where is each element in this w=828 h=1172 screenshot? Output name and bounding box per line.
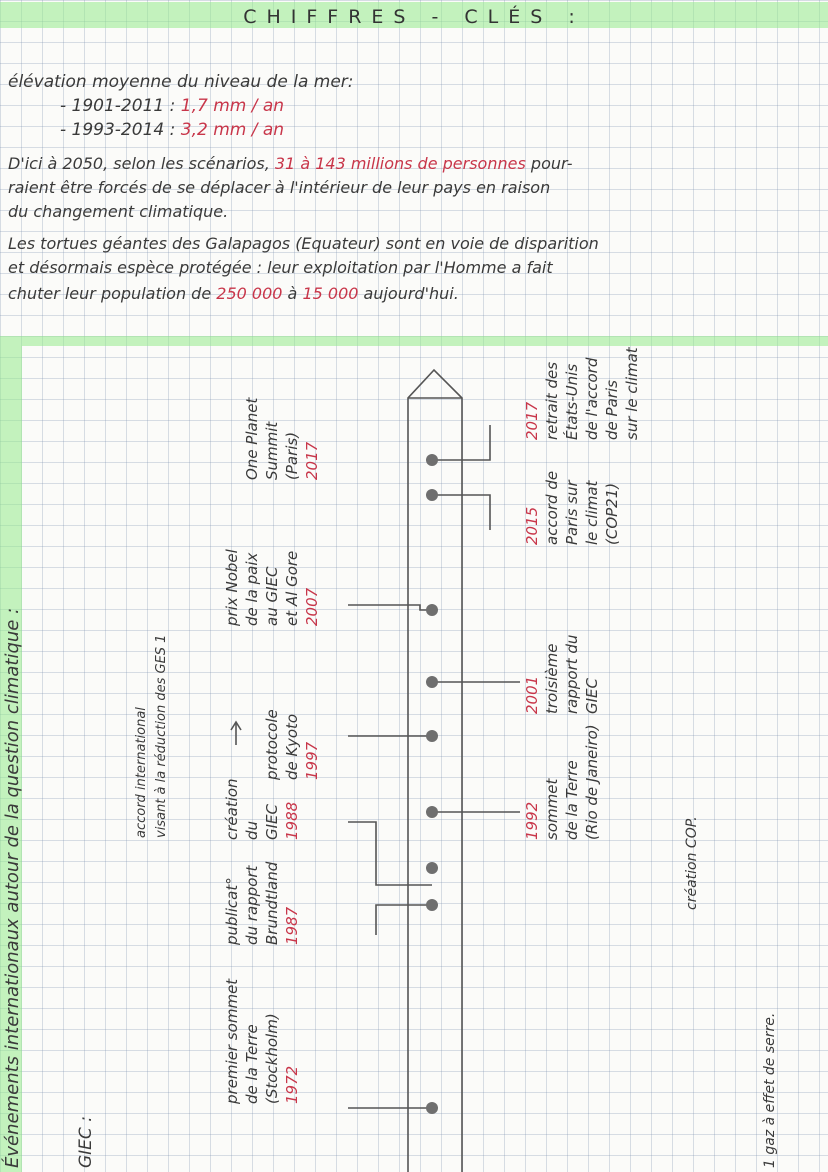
event-year: 1997 [303, 741, 321, 780]
event-line: prix Nobel [223, 549, 241, 626]
event-line: protocole [263, 709, 281, 780]
event-line: Brundtland [263, 861, 281, 945]
population-before: 250 000 [216, 284, 283, 303]
event-line: rapport du [563, 634, 581, 714]
paragraph1-highlight: 31 à 143 millions de personnes [274, 154, 526, 173]
kyoto-note-line: accord international [134, 707, 149, 838]
event-line: troisième [543, 643, 561, 714]
paragraph2-text: chuter leur population de [8, 284, 212, 303]
footnote: 1 gaz à effet de serre. [762, 1012, 778, 1168]
event-line: One Planet [243, 397, 261, 480]
arrow-icon [231, 722, 241, 745]
event-line: (COP21) [603, 482, 621, 545]
event-year: 2001 [523, 675, 541, 714]
event-1992 [522, 724, 602, 840]
paragraph1-text: D'ici à 2050, selon les scénarios, [8, 154, 270, 173]
event-line: (Stockholm) [263, 1013, 281, 1104]
event-line: sur le climat [623, 347, 641, 440]
event-year: 2007 [303, 587, 321, 626]
sea-level-value: 3,2 mm / an [180, 120, 285, 140]
event-line: retrait des [543, 361, 561, 440]
event-line: de la Terre [563, 760, 581, 840]
event-line: (Paris) [283, 431, 301, 480]
event-line: création [223, 778, 241, 840]
kyoto-note [132, 635, 172, 838]
paragraph2-line1: Les tortues géantes des Galapagos (Equateur) sont en voie de disparition [8, 234, 599, 253]
event-line: (Rio de Janeiro) [583, 724, 601, 840]
giec-label: GIEC : [76, 1116, 96, 1168]
event-line: de Paris [603, 380, 621, 440]
event-year: 2015 [523, 506, 541, 545]
kyoto-note-line: visant à la réduction des GES 1 [154, 634, 169, 838]
event-year: 1987 [283, 906, 301, 945]
event-line: du [243, 820, 261, 840]
event-1987 [222, 862, 302, 945]
event-2007 [222, 549, 322, 626]
paragraph2-text: à [287, 284, 298, 303]
event-2017-summit [242, 398, 322, 480]
event-line: accord de [543, 470, 561, 545]
event-line: GIEC [583, 678, 601, 714]
event-line: de l'accord [583, 357, 601, 440]
event-line: Summit [263, 421, 281, 480]
population-after: 15 000 [302, 284, 359, 303]
event-year: 1972 [283, 1065, 301, 1104]
event-line: États-Unis [563, 363, 581, 440]
event-line: sommet [543, 778, 561, 840]
event-line: publicat° [223, 877, 241, 945]
event-2017-withdrawal [522, 347, 642, 440]
page-title: CHIFFRES - CLÉS : [243, 6, 585, 28]
event-line: Paris sur [563, 480, 581, 545]
paragraph1-text: pour- [530, 154, 573, 173]
event-year: 1992 [523, 801, 541, 840]
paragraph2-text: aujourd'hui. [363, 284, 459, 303]
timeline-dots [426, 454, 438, 1114]
event-line: GIEC [263, 804, 281, 840]
section-title: Événements internationaux autour de la question climatique : [2, 607, 23, 1168]
event-year: 2017 [303, 441, 321, 480]
paragraph1-line2: raient être forcés de se déplacer à l'intérieur de leur pays en raison [8, 178, 551, 197]
paragraph1-line3: du changement climatique. [8, 202, 229, 221]
event-year: 2017 [523, 401, 541, 440]
sea-level-heading: élévation moyenne du niveau de la mer: [8, 72, 354, 92]
event-2001 [522, 635, 602, 714]
event-2015 [522, 471, 622, 545]
event-year: 1988 [283, 801, 301, 840]
event-line: et Al Gore [283, 550, 301, 626]
event-1972 [222, 979, 302, 1104]
event-line: au GIEC [263, 566, 281, 626]
sea-level-value: 1,7 mm / an [180, 96, 285, 116]
timeline-connectors [348, 425, 520, 1108]
event-1997 [262, 709, 322, 780]
event-line: de la paix [243, 552, 261, 626]
event-line: le climat [583, 480, 601, 545]
paragraph2-line2: et désormais espèce protégée : leur exploitation par l'Homme a fait [8, 258, 553, 277]
sea-level-period: - 1993-2014 : [60, 120, 176, 140]
event-1988 [222, 778, 302, 840]
sea-level-period: - 1901-2011 : [60, 96, 176, 116]
cop-note: création COP. [684, 816, 700, 910]
event-line: premier sommet [223, 978, 241, 1104]
event-line: de la Terre [243, 1024, 261, 1104]
event-line: de Kyoto [283, 713, 301, 780]
event-line: du rapport [243, 865, 261, 945]
